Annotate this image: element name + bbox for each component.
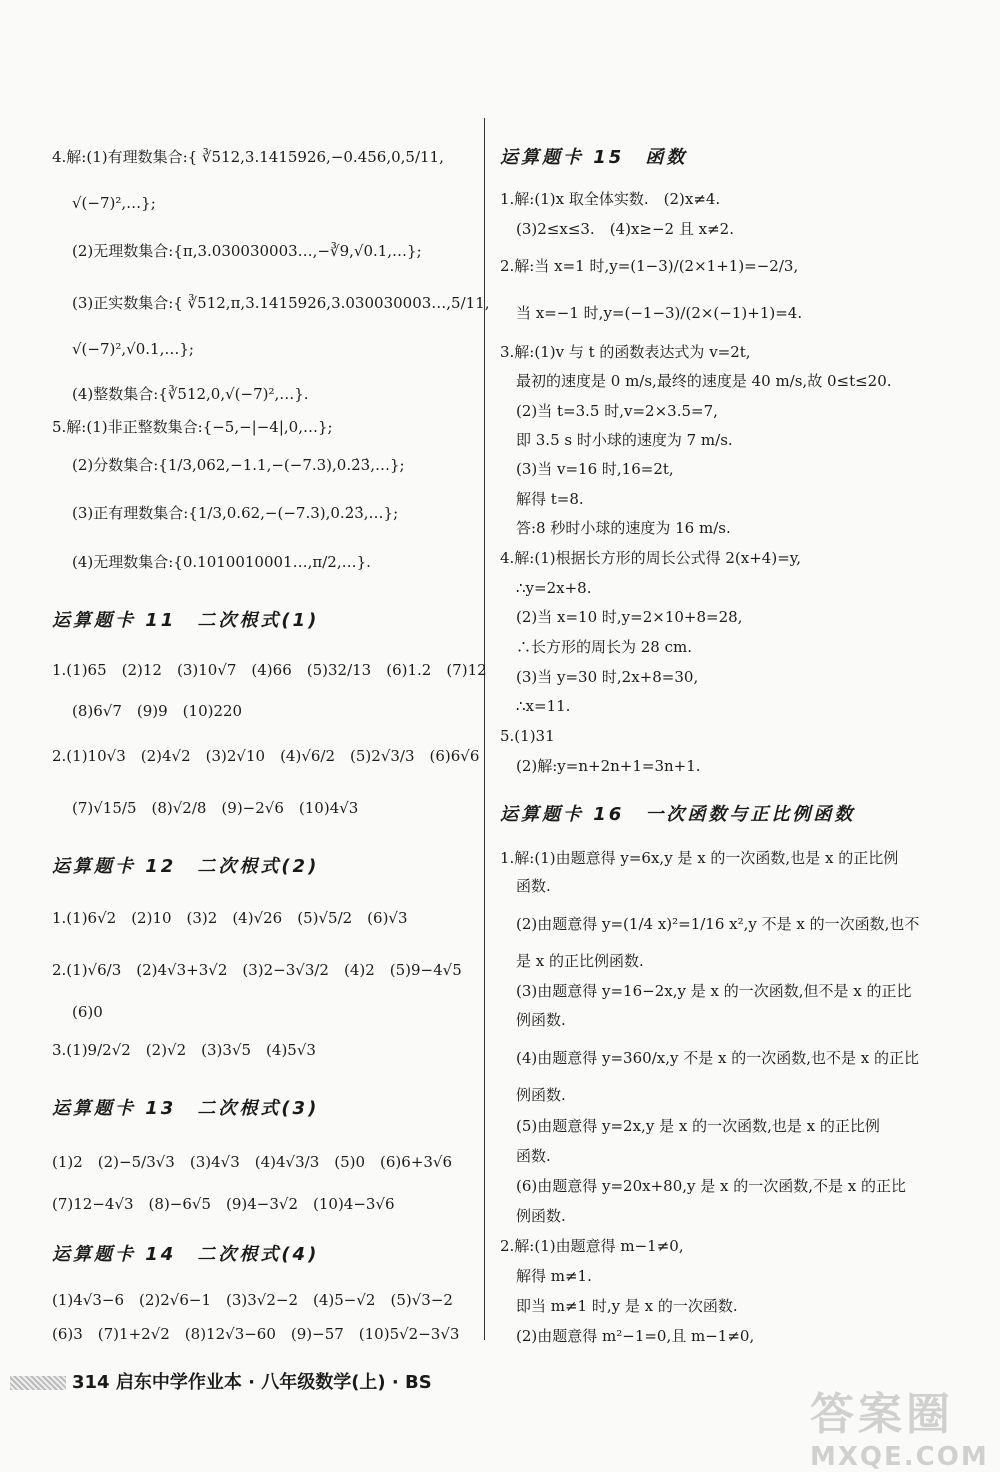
text-line: 1.(1)65 (2)12 (3)10√7 (4)66 (5)32/13 (6)1.2 (7)12 bbox=[52, 661, 487, 679]
text-line: (4)无理数集合:{0.1010010001…,π/2,…}. bbox=[72, 553, 371, 571]
text-line: 即当 m≠1 时,y 是 x 的一次函数. bbox=[516, 1297, 738, 1315]
page-footer bbox=[10, 1368, 432, 1394]
watermark-text: 答案圈 bbox=[810, 1389, 954, 1440]
text-line: 5.(1)31 bbox=[500, 727, 555, 745]
section-heading: 运算题卡 13 二次根式(3) bbox=[52, 1098, 320, 1119]
text-line: 2.解:当 x=1 时,y=(1−3)/(2×1+1)=−2/3, bbox=[500, 257, 799, 275]
text-line: (4)整数集合:{∛512,0,√(−7)²,…}. bbox=[72, 385, 309, 403]
text-line: (2)解:y=n+2n+1=3n+1. bbox=[516, 757, 701, 775]
text-line: 例函数. bbox=[516, 1207, 566, 1225]
text-line: (3)当 y=30 时,2x+8=30, bbox=[516, 668, 699, 686]
text-line: ∴y=2x+8. bbox=[516, 579, 592, 597]
text-line: 即 3.5 s 时小球的速度为 7 m/s. bbox=[516, 431, 733, 449]
text-line: (1)2 (2)−5/3√3 (3)4√3 (4)4√3/3 (5)0 (6)6+3√6 bbox=[52, 1153, 453, 1171]
text-line: 3.(1)9/2√2 (2)√2 (3)3√5 (4)5√3 bbox=[52, 1041, 316, 1059]
text-line: 2.(1)10√3 (2)4√2 (3)2√10 (4)√6/2 (5)2√3/3 (6)6√6 bbox=[52, 747, 480, 765]
text-line: (2)当 t=3.5 时,v=2×3.5=7, bbox=[516, 402, 718, 420]
text-line: (3)由题意得 y=16−2x,y 是 x 的一次函数,但不是 x 的正比 bbox=[516, 982, 912, 1000]
section-heading: 运算题卡 15 函数 bbox=[500, 147, 688, 168]
text-line: 1.(1)6√2 (2)10 (3)2 (4)√26 (5)√5/2 (6)√3 bbox=[52, 909, 408, 927]
text-line: (3)正有理数集合:{1/3,0.62,−(−7.3),0.2̇3̇,…}; bbox=[72, 504, 399, 522]
text-line: 函数. bbox=[516, 877, 551, 895]
text-line: (2)由题意得 m²−1=0,且 m−1≠0, bbox=[516, 1327, 755, 1345]
text-line: (6)0 bbox=[72, 1003, 103, 1021]
text-line: ∴x=11. bbox=[516, 697, 571, 715]
watermark-logo bbox=[810, 1378, 989, 1472]
footer-pattern bbox=[10, 1376, 66, 1390]
text-line: √(−7)²,…}; bbox=[72, 194, 156, 212]
section-heading: 运算题卡 11 二次根式(1) bbox=[52, 610, 320, 631]
text-line: (1)4√3−6 (2)2√6−1 (3)3√2−2 (4)5−√2 (5)√3−2 bbox=[52, 1291, 453, 1309]
text-line: (2)分数集合:{1/3,062,−1.1,−(−7.3),0.2̇3̇,…}; bbox=[72, 456, 405, 474]
text-line: (7)√15/5 (8)√2/8 (9)−2√6 (10)4√3 bbox=[72, 799, 359, 817]
text-line: 函数. bbox=[516, 1147, 551, 1165]
text-line: (2)无理数集合:{π,3.030030003…,−∛9,√0.1,…}; bbox=[72, 242, 422, 260]
text-line: (3)当 v=16 时,16=2t, bbox=[516, 460, 674, 478]
section-heading: 运算题卡 12 二次根式(2) bbox=[52, 856, 320, 877]
watermark-url: MXQE.COM bbox=[810, 1442, 989, 1472]
footer-text: 314 启东中学作业本 · 八年级数学(上) · BS bbox=[72, 1372, 432, 1393]
text-line: 例函数. bbox=[516, 1011, 566, 1029]
text-line: 解得 m≠1. bbox=[516, 1267, 592, 1285]
text-line: 例函数. bbox=[516, 1086, 566, 1104]
text-line: (7)12−4√3 (8)−6√5 (9)4−3√2 (10)4−3√6 bbox=[52, 1195, 395, 1213]
text-line: ∴长方形的周长为 28 cm. bbox=[516, 638, 693, 656]
text-line: 当 x=−1 时,y=(−1−3)/(2×(−1)+1)=4. bbox=[516, 304, 803, 322]
text-line: 解得 t=8. bbox=[516, 490, 584, 508]
text-line: (6)3 (7)1+2√2 (8)12√3−60 (9)−57 (10)5√2−3√3 bbox=[52, 1325, 460, 1343]
section-heading: 运算题卡 14 二次根式(4) bbox=[52, 1244, 320, 1265]
text-line: (2)由题意得 y=(1/4 x)²=1/16 x²,y 不是 x 的一次函数,也不 bbox=[516, 915, 920, 933]
text-line: (5)由题意得 y=2x,y 是 x 的一次函数,也是 x 的正比例 bbox=[516, 1117, 880, 1135]
text-line: (8)6√7 (9)9 (10)220 bbox=[72, 702, 243, 720]
text-line: (3)正实数集合:{ ∛512,π,3.1415926,3.030030003…,5/11, bbox=[72, 294, 490, 312]
text-line: 1.解:(1)x 取全体实数. (2)x≠4. bbox=[500, 190, 721, 208]
text-line: 最初的速度是 0 m/s,最终的速度是 40 m/s,故 0≤t≤20. bbox=[516, 372, 892, 390]
text-line: (4)由题意得 y=360/x,y 不是 x 的一次函数,也不是 x 的正比 bbox=[516, 1049, 919, 1067]
text-line: 是 x 的正比例函数. bbox=[516, 952, 644, 970]
text-line: √(−7)²,√0.1,…}; bbox=[72, 340, 194, 358]
text-line: (6)由题意得 y=20x+80,y 是 x 的一次函数,不是 x 的正比 bbox=[516, 1177, 907, 1195]
text-line: (2)当 x=10 时,y=2×10+8=28, bbox=[516, 608, 743, 626]
text-line: 2.(1)√6/3 (2)4√3+3√2 (3)2−3√3/2 (4)2 (5)9−4√5 bbox=[52, 961, 462, 979]
text-line: 3.解:(1)v 与 t 的函数表达式为 v=2t, bbox=[500, 343, 751, 361]
section-heading: 运算题卡 16 一次函数与正比例函数 bbox=[500, 804, 856, 825]
text-line: 4.解:(1)有理数集合:{ ∛512,3.1415926,−0.456,0,5/11, bbox=[52, 148, 444, 166]
text-line: 2.解:(1)由题意得 m−1≠0, bbox=[500, 1237, 684, 1255]
text-line: 4.解:(1)根据长方形的周长公式得 2(x+4)=y, bbox=[500, 549, 802, 567]
text-line: 5.解:(1)非正整数集合:{−5,−|−4|,0,…}; bbox=[52, 418, 333, 436]
text-line: 1.解:(1)由题意得 y=6x,y 是 x 的一次函数,也是 x 的正比例 bbox=[500, 849, 899, 867]
text-line: (3)2≤x≤3. (4)x≥−2 且 x≠2. bbox=[516, 220, 734, 238]
text-line: 答:8 秒时小球的速度为 16 m/s. bbox=[516, 519, 731, 537]
